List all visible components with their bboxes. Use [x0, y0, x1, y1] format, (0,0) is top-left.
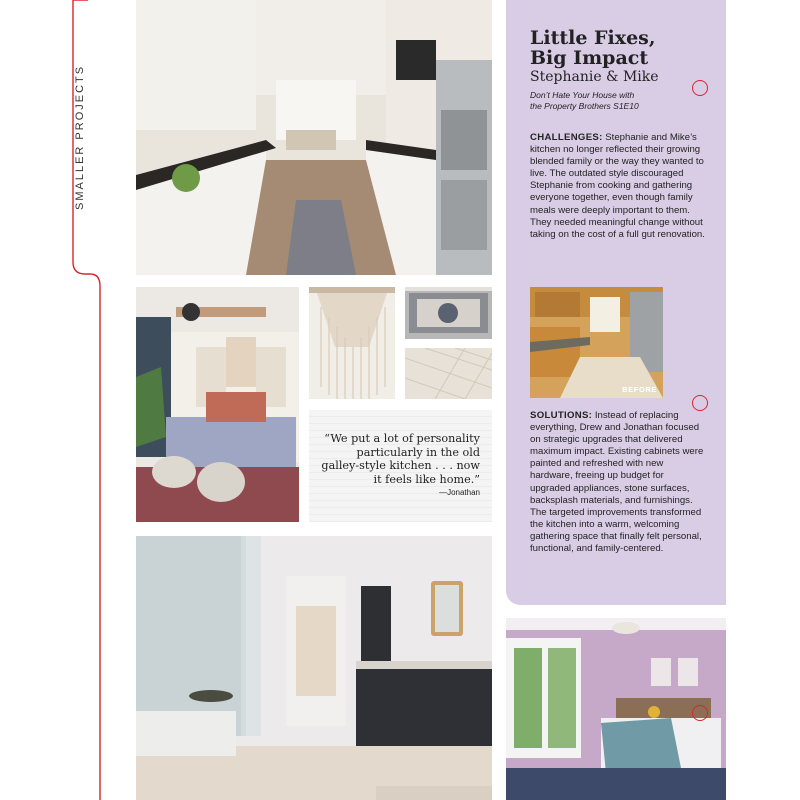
page-ring-marker	[692, 395, 708, 411]
bedroom-photo	[136, 287, 299, 522]
challenges-body: Stephanie and Mike’s kitchen no longer reflected their growing blended family or the way they wanted to live. The outdated style discouraged Stephanie from cooking and gathering everyone together, even though family meals were deeply important to them. They needed meaningful change without taking on the cost of a full gut renovation.	[530, 132, 705, 240]
homeowners-name: Stephanie & Mike	[530, 69, 659, 85]
article-title	[530, 28, 704, 68]
page-ring-marker	[692, 705, 708, 721]
kitchen-after-photo	[136, 0, 492, 275]
pull-quote-attribution: —Jonathan	[439, 488, 480, 498]
solutions-body: Instead of replacing everything, Drew and Jonathan focused on strategic upgrades that delivered maximum impact. Existing cabinets were painted and refreshed with new hardware, freeing up budget for upgraded appliances, stone surfaces, backsplash materials, and furnishings. The targeted improvements transformed the kitchen into a warm, welcoming gathering space that finally felt personal, functional, and family-centered.	[530, 410, 704, 555]
article-title-line2: Big Impact	[530, 47, 649, 69]
pull-quote-card	[309, 410, 492, 522]
section-tab-outline	[0, 0, 140, 800]
article-title-line1: Little Fixes,	[530, 27, 656, 49]
challenges-paragraph	[530, 132, 706, 241]
pull-quote-text: “We put a lot of personality particularly in the old galley-style kitchen . . . now it feels like home.”	[321, 432, 480, 486]
challenges-heading: CHALLENGES:	[530, 132, 603, 143]
show-episode-line1: Don’t Hate Your House with	[530, 90, 635, 100]
show-episode-line2: the Property Brothers S1E10	[530, 101, 639, 111]
show-episode	[530, 90, 704, 112]
before-label: BEFORE	[622, 385, 657, 394]
tile-swatch-photo	[405, 348, 492, 399]
bathroom-photo	[136, 536, 492, 800]
solutions-paragraph	[530, 410, 706, 555]
section-tab-label: SMALLER PROJECTS	[74, 64, 86, 210]
macrame-detail-photo	[309, 287, 395, 399]
kitchen-before-photo	[530, 287, 663, 398]
solutions-heading: SOLUTIONS:	[530, 410, 593, 421]
page-ring-marker	[692, 80, 708, 96]
rug-swatch-photo	[405, 287, 492, 339]
